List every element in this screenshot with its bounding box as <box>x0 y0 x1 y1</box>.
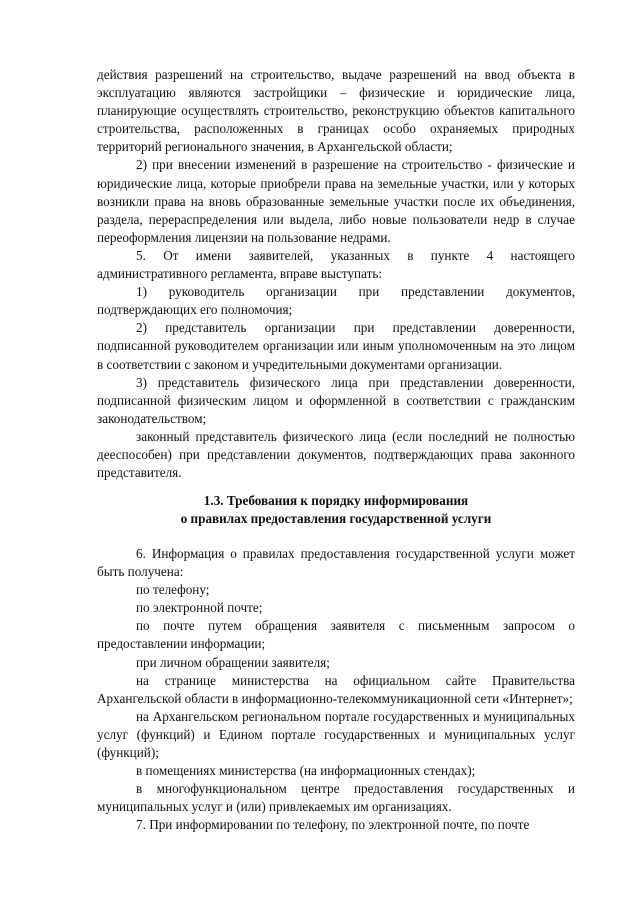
paragraph: на Архангельском региональном портале государственных и муниципальных услуг (функций) и Едином портале государственных и муниципальных услуг (функций); <box>97 708 575 761</box>
paragraph: 3) представитель физического лица при представлении доверенности, подписанной физическим лицом и оформленной в соответствии с гражданским законодательством; <box>97 374 575 426</box>
body-text-lower <box>97 545 575 835</box>
section-heading <box>97 492 575 528</box>
paragraph: 6. Информация о правилах предоставления государственной услуги может быть получена: <box>97 546 575 580</box>
paragraph: в многофункциональном центре предоставления государственных и муниципальных услуг и (или) привлекаемых им организациях. <box>97 781 575 815</box>
paragraph: по почте путем обращения заявителя с письменным запросом о предоставлении информации; <box>97 618 575 652</box>
paragraph: при личном обращении заявителя; <box>136 654 330 670</box>
body-text-upper <box>97 66 575 482</box>
paragraph: по электронной почте; <box>136 600 263 616</box>
section-heading-line-2: о правилах предоставления государственной услуги <box>180 511 492 527</box>
section-heading-line-1: 1.3. Требования к порядку информирования <box>203 493 469 508</box>
paragraph: законный представитель физического лица (если последний не полностью дееспособен) при представлении документов, подтверждающих права законного представителя. <box>97 428 575 481</box>
paragraph: по телефону; <box>136 582 210 598</box>
paragraph: 1) руководитель организации при представлении документов, подтверждающих его полномочия; <box>97 284 575 318</box>
paragraph: 7. При информировании по телефону, по электронной почте, по почте <box>136 817 530 833</box>
paragraph: 2) представитель организации при представлении доверенности, подписанной руководителем организации или иным уполномоченным на это лицом в соответствии с законом и учредительными документами организации. <box>97 320 575 372</box>
paragraph: 5. От имени заявителей, указанных в пункте 4 настоящего административного регламента, вправе выступать: <box>97 247 575 282</box>
paragraph: на странице министерства на официальном сайте Правительства Архангельской области в информационно-телекоммуникационной сети «Интернет»; <box>97 672 575 706</box>
paragraph: действия разрешений на строительство, выдаче разрешений на ввод объекта в эксплуатацию являются застройщики – физические и юридические лица, планирующие осуществлять строительство, реконструкцию объектов капитального строительства, расположенных в границах особо охраняемых природных территорий регионального значения, в Архангельской области; <box>97 67 575 155</box>
paragraph: 2) при внесении изменений в разрешение на строительство - физические и юридические лица, которые приобрели права на земельные участки, или у которых возникли права на вновь образованные земельные участки после их объединения, раздела, перераспределения или выдела, либо новые пользователи недр в случае переоформления лицензии на пользование недрами. <box>97 157 575 245</box>
paragraph: в помещениях министерства (на информационных стендах); <box>136 763 476 779</box>
